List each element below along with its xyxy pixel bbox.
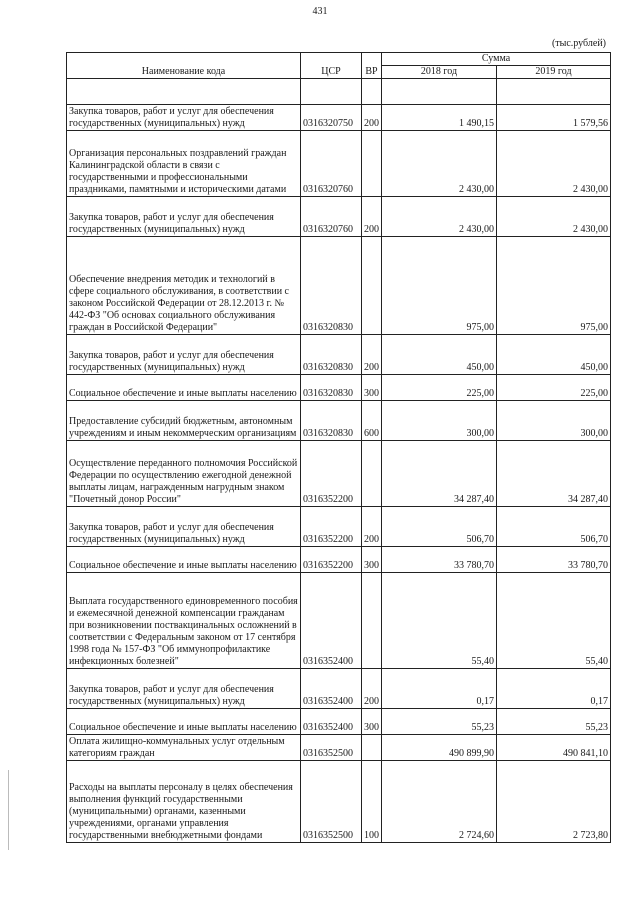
table-row: [67, 441, 611, 507]
table-row: [67, 237, 611, 335]
row-name: Закупка товаров, работ и услуг для обеспечения государственных (муниципальных) нужд: [67, 105, 301, 131]
row-code: 0316320830: [301, 375, 362, 401]
row-vr: 300: [362, 547, 382, 573]
row-code: 0316352400: [301, 709, 362, 735]
row-sum-2019: 2 723,80: [497, 761, 611, 843]
header-code: ЦСР: [301, 53, 362, 79]
row-vr: [362, 79, 382, 105]
table-row: [67, 735, 611, 761]
row-code: 0316352500: [301, 761, 362, 843]
row-name: Предоставление субсидий бюджетным, автономным учреждениям и иным некоммерческим организациям: [67, 401, 301, 441]
row-sum-2018: 300,00: [382, 401, 497, 441]
table-row: [67, 401, 611, 441]
row-vr: [362, 735, 382, 761]
row-sum-2019: 975,00: [497, 237, 611, 335]
table-row: [67, 335, 611, 375]
row-code: 0316352400: [301, 669, 362, 709]
row-sum-2019: 490 841,10: [497, 735, 611, 761]
row-vr: 600: [362, 401, 382, 441]
row-sum-2018: 975,00: [382, 237, 497, 335]
row-sum-2018: 450,00: [382, 335, 497, 375]
row-code: [301, 79, 362, 105]
scan-margin-line: [8, 770, 9, 850]
row-sum-2018: 55,40: [382, 573, 497, 669]
row-sum-2019: 55,40: [497, 573, 611, 669]
row-code: 0316352200: [301, 547, 362, 573]
row-code: 0316320830: [301, 237, 362, 335]
row-code: 0316320830: [301, 335, 362, 375]
row-sum-2019: 225,00: [497, 375, 611, 401]
header-vr: ВР: [362, 53, 382, 79]
row-sum-2019: 33 780,70: [497, 547, 611, 573]
row-sum-2019: 506,70: [497, 507, 611, 547]
table-row: [67, 573, 611, 669]
row-code: 0316352500: [301, 735, 362, 761]
row-vr: 200: [362, 335, 382, 375]
table-row: [67, 105, 611, 131]
row-name: Социальное обеспечение и иные выплаты населению: [67, 375, 301, 401]
row-sum-2018: 2 724,60: [382, 761, 497, 843]
row-code: 0316352200: [301, 507, 362, 547]
row-name: [67, 79, 301, 105]
row-sum-2018: 1 490,15: [382, 105, 497, 131]
row-vr: 200: [362, 105, 382, 131]
row-vr: [362, 237, 382, 335]
row-vr: 300: [362, 709, 382, 735]
row-vr: [362, 131, 382, 197]
row-sum-2019: 2 430,00: [497, 197, 611, 237]
row-sum-2019: 1 579,56: [497, 105, 611, 131]
row-sum-2018: 0,17: [382, 669, 497, 709]
row-vr: [362, 441, 382, 507]
row-sum-2018: 225,00: [382, 375, 497, 401]
budget-table: [66, 52, 611, 843]
row-name: Организация персональных поздравлений граждан Калининградской области в связи с государственными и профессиональными праздниками, памятными и историческими датами: [67, 131, 301, 197]
page-number: 431: [312, 6, 328, 17]
row-sum-2019: 0,17: [497, 669, 611, 709]
header-year-2018: 2018 год: [382, 66, 497, 79]
row-sum-2019: [497, 79, 611, 105]
row-sum-2018: 55,23: [382, 709, 497, 735]
row-sum-2018: 2 430,00: [382, 197, 497, 237]
row-name: Закупка товаров, работ и услуг для обеспечения государственных (муниципальных) нужд: [67, 669, 301, 709]
table-row: [67, 507, 611, 547]
table-row: [67, 669, 611, 709]
row-sum-2019: 55,23: [497, 709, 611, 735]
row-vr: 200: [362, 507, 382, 547]
row-name: Оплата жилищно-коммунальных услуг отдельным категориям граждан: [67, 735, 301, 761]
row-sum-2019: 450,00: [497, 335, 611, 375]
table-row: [67, 79, 611, 105]
row-sum-2018: [382, 79, 497, 105]
row-vr: 200: [362, 669, 382, 709]
row-name: Обеспечение внедрения методик и технологий в сфере социального обслуживания, в соответствии с законом Российской Федерации от 28.12.2013 г. № 442-ФЗ "Об основах социального обслуживания граждан в Российской Федерации": [67, 237, 301, 335]
row-sum-2019: 300,00: [497, 401, 611, 441]
row-sum-2018: 33 780,70: [382, 547, 497, 573]
table-row: [67, 131, 611, 197]
row-sum-2019: 34 287,40: [497, 441, 611, 507]
row-code: 0316352400: [301, 573, 362, 669]
row-name: Осуществление переданного полномочия Российской Федерации по осуществлению ежегодной денежной выплаты лицам, награжденным нагрудным знаком "Почетный донор России": [67, 441, 301, 507]
row-sum-2018: 34 287,40: [382, 441, 497, 507]
units-note: (тыс.рублей): [551, 38, 606, 49]
table-row: [67, 547, 611, 573]
row-sum-2018: 490 899,90: [382, 735, 497, 761]
row-vr: [362, 573, 382, 669]
header-sum: Сумма: [382, 53, 611, 66]
row-code: 0316320760: [301, 131, 362, 197]
row-name: Закупка товаров, работ и услуг для обеспечения государственных (муниципальных) нужд: [67, 335, 301, 375]
table-row: [67, 709, 611, 735]
table-row: [67, 197, 611, 237]
row-name: Выплата государственного единовременного пособия и ежемесячной денежной компенсации гражданам при возникновении поствакцинальных осложнений в соответствии с Федеральным законом от 17 сентября 1998 года № 157-ФЗ "Об иммунопрофилактике инфекционных болезней": [67, 573, 301, 669]
row-code: 0316320750: [301, 105, 362, 131]
row-code: 0316320760: [301, 197, 362, 237]
row-sum-2018: 2 430,00: [382, 131, 497, 197]
row-code: 0316320830: [301, 401, 362, 441]
table-row: [67, 375, 611, 401]
row-sum-2019: 2 430,00: [497, 131, 611, 197]
row-vr: 100: [362, 761, 382, 843]
row-name: Закупка товаров, работ и услуг для обеспечения государственных (муниципальных) нужд: [67, 507, 301, 547]
header-year-2019: 2019 год: [497, 66, 611, 79]
row-name: Закупка товаров, работ и услуг для обеспечения государственных (муниципальных) нужд: [67, 197, 301, 237]
table-body: [67, 79, 611, 843]
header-name: Наименование кода: [67, 53, 301, 79]
row-name: Социальное обеспечение и иные выплаты населению: [67, 709, 301, 735]
row-vr: 200: [362, 197, 382, 237]
row-sum-2018: 506,70: [382, 507, 497, 547]
header-row-top: [67, 53, 611, 66]
row-name: Социальное обеспечение и иные выплаты населению: [67, 547, 301, 573]
row-vr: 300: [362, 375, 382, 401]
row-name: Расходы на выплаты персоналу в целях обеспечения выполнения функций государственными (муниципальными) органами, казенными учреждениями, органами управления государственными внебюджетными фондами: [67, 761, 301, 843]
table-row: [67, 761, 611, 843]
row-code: 0316352200: [301, 441, 362, 507]
